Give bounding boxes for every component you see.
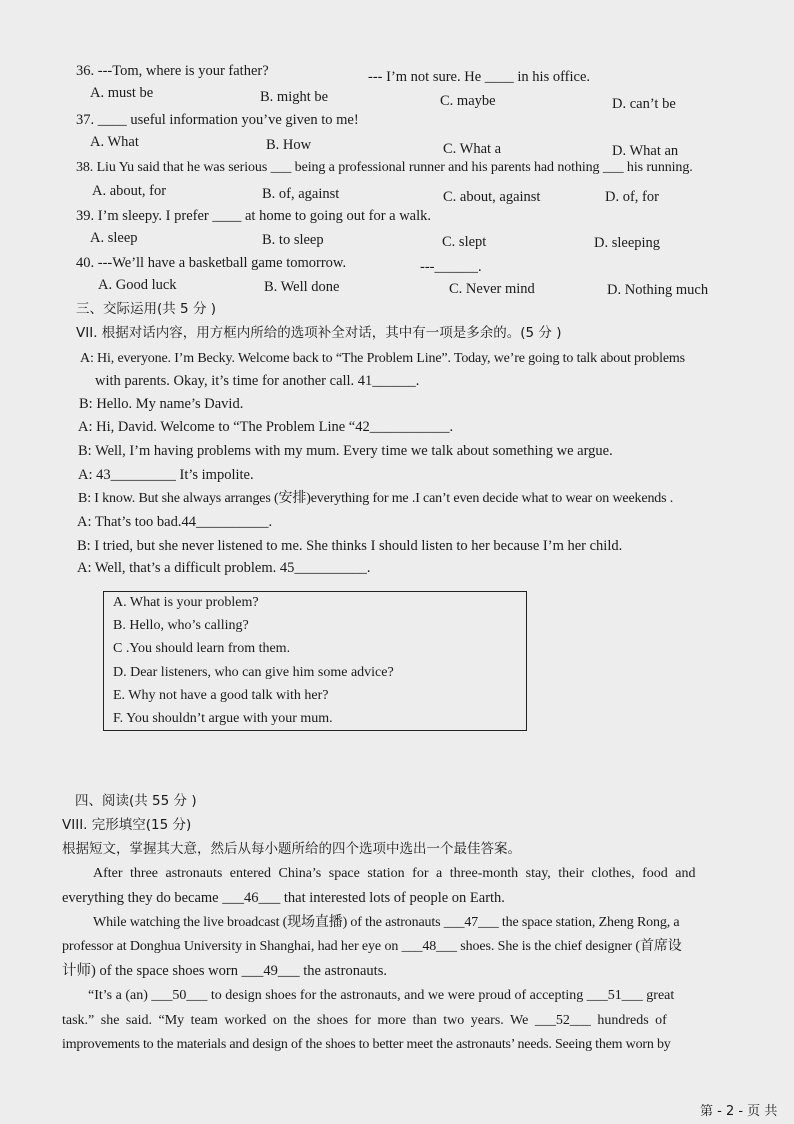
section-4-sub-heading: VIII. 完形填空(15 分) [62,817,192,833]
passage-line-6: “It’s a (an) ___50___ to design shoes for the astronauts, and we were proud of accepting ___51___ great [88,988,675,1003]
question-38-stem: 38. Liu Yu said that he was serious ___ being a professional runner and his parents had nothing ___ his running. [76,160,693,175]
question-37-option-b: B. How [266,137,312,153]
question-40-stem: 40. ---We’ll have a basketball game tomorrow. [76,255,347,271]
question-37-stem: 37. ____ useful information you’ve given to me! [76,112,359,128]
question-39-option-d: D. sleeping [594,235,661,251]
question-40-option-d: D. Nothing much [607,282,709,298]
passage-line-2: everything they do became ___46___ that interested lots of people on Earth. [62,890,505,906]
options-box [103,591,527,731]
question-38-option-c: C. about, against [443,189,541,205]
box-option-f: F. You shouldn’t argue with your mum. [113,711,333,726]
passage-line-1: After three astronauts entered China’s space station for a three-month stay, their clothes, food and [93,866,696,881]
dialogue-line-6: A: 43_________ It’s impolite. [78,467,254,483]
question-39-option-c: C. slept [442,234,487,250]
passage-line-3: While watching the live broadcast (现场直播) of the astronauts ___47___ the space station, Zheng Rong, a [93,915,680,930]
question-39-stem: 39. I’m sleepy. I prefer ____ at home to going out for a walk. [76,208,432,224]
dialogue-line-4: A: Hi, David. Welcome to “The Problem Line “42___________. [78,419,454,435]
section-4-heading: 四、阅读(共 55 分 ) [75,793,197,809]
dialogue-line-1: A: Hi, everyone. I’m Becky. Welcome back to “The Problem Line”. Today, we’re going to talk about problems [80,351,685,366]
dialogue-line-7: B: I know. But she always arranges (安排)everything for me .I can’t even decide what to wear on weekends . [78,491,674,506]
dialogue-line-8: A: That’s too bad.44__________. [77,514,273,530]
question-37-option-a: A. What [90,134,139,150]
question-37-option-d: D. What an [612,143,679,159]
dialogue-line-5: B: Well, I’m having problems with my mum. Every time we talk about something we argue. [78,443,613,459]
box-option-c: C .You should learn from them. [113,641,291,656]
question-36-stem: 36. ---Tom, where is your father? [76,63,269,79]
box-option-a: A. What is your problem? [113,595,259,610]
passage-line-4: professor at Donghua University in Shanghai, had her eye on ___48___ shoes. She is the chief designer (首席设 [62,939,682,954]
question-39-option-a: A. sleep [90,230,138,246]
question-36-option-d: D. can’t be [612,96,676,112]
section-3-instruction: VII. 根据对话内容，用方框内所给的选项补全对话，其中有一项是多余的。(5 分 ) [76,325,562,341]
box-option-e: E. Why not have a good talk with her? [113,688,329,703]
passage-line-7: task.” she said. “My team worked on the shoes for more than two years. We ___52___ hundreds of [62,1013,667,1028]
question-38-option-b: B. of, against [262,186,340,202]
question-38-option-d: D. of, for [605,189,659,205]
dialogue-line-9: B: I tried, but she never listened to me. She thinks I should listen to her because I’m her child. [77,538,623,554]
dialogue-line-2: with parents. Okay, it’s time for another call. 41______. [95,373,420,389]
dialogue-line-3: B: Hello. My name’s David. [79,396,244,412]
question-38-option-a: A. about, for [92,183,167,199]
question-40-option-b: B. Well done [264,279,340,295]
question-36-reply: --- I’m not sure. He ____ in his office. [368,69,591,85]
question-36-option-a: A. must be [90,85,154,101]
passage-line-8: improvements to the materials and design of the shoes to better meet the astronauts’ needs. Seeing them worn by [62,1037,671,1052]
page-footer: 第 - 2 - 页 共 [700,1104,778,1119]
question-39-option-b: B. to sleep [262,232,324,248]
dialogue-line-10: A: Well, that’s a difficult problem. 45__________. [77,560,371,576]
question-40-option-a: A. Good luck [98,277,177,293]
question-40-option-c: C. Never mind [449,281,535,297]
section-4-instruction: 根据短文，掌握其大意，然后从每小题所给的四个选项中选出一个最佳答案。 [62,841,521,857]
question-36-option-b: B. might be [260,89,329,105]
passage-line-5: 计师) of the space shoes worn ___49___ the astronauts. [62,963,387,979]
section-3-heading: 三、交际运用(共 5 分 ) [76,301,216,317]
box-option-d: D. Dear listeners, who can give him some advice? [113,665,394,680]
question-40-reply: ---______. [420,259,482,275]
question-37-option-c: C. What a [443,141,502,157]
question-36-option-c: C. maybe [440,93,496,109]
box-option-b: B. Hello, who’s calling? [113,618,249,633]
